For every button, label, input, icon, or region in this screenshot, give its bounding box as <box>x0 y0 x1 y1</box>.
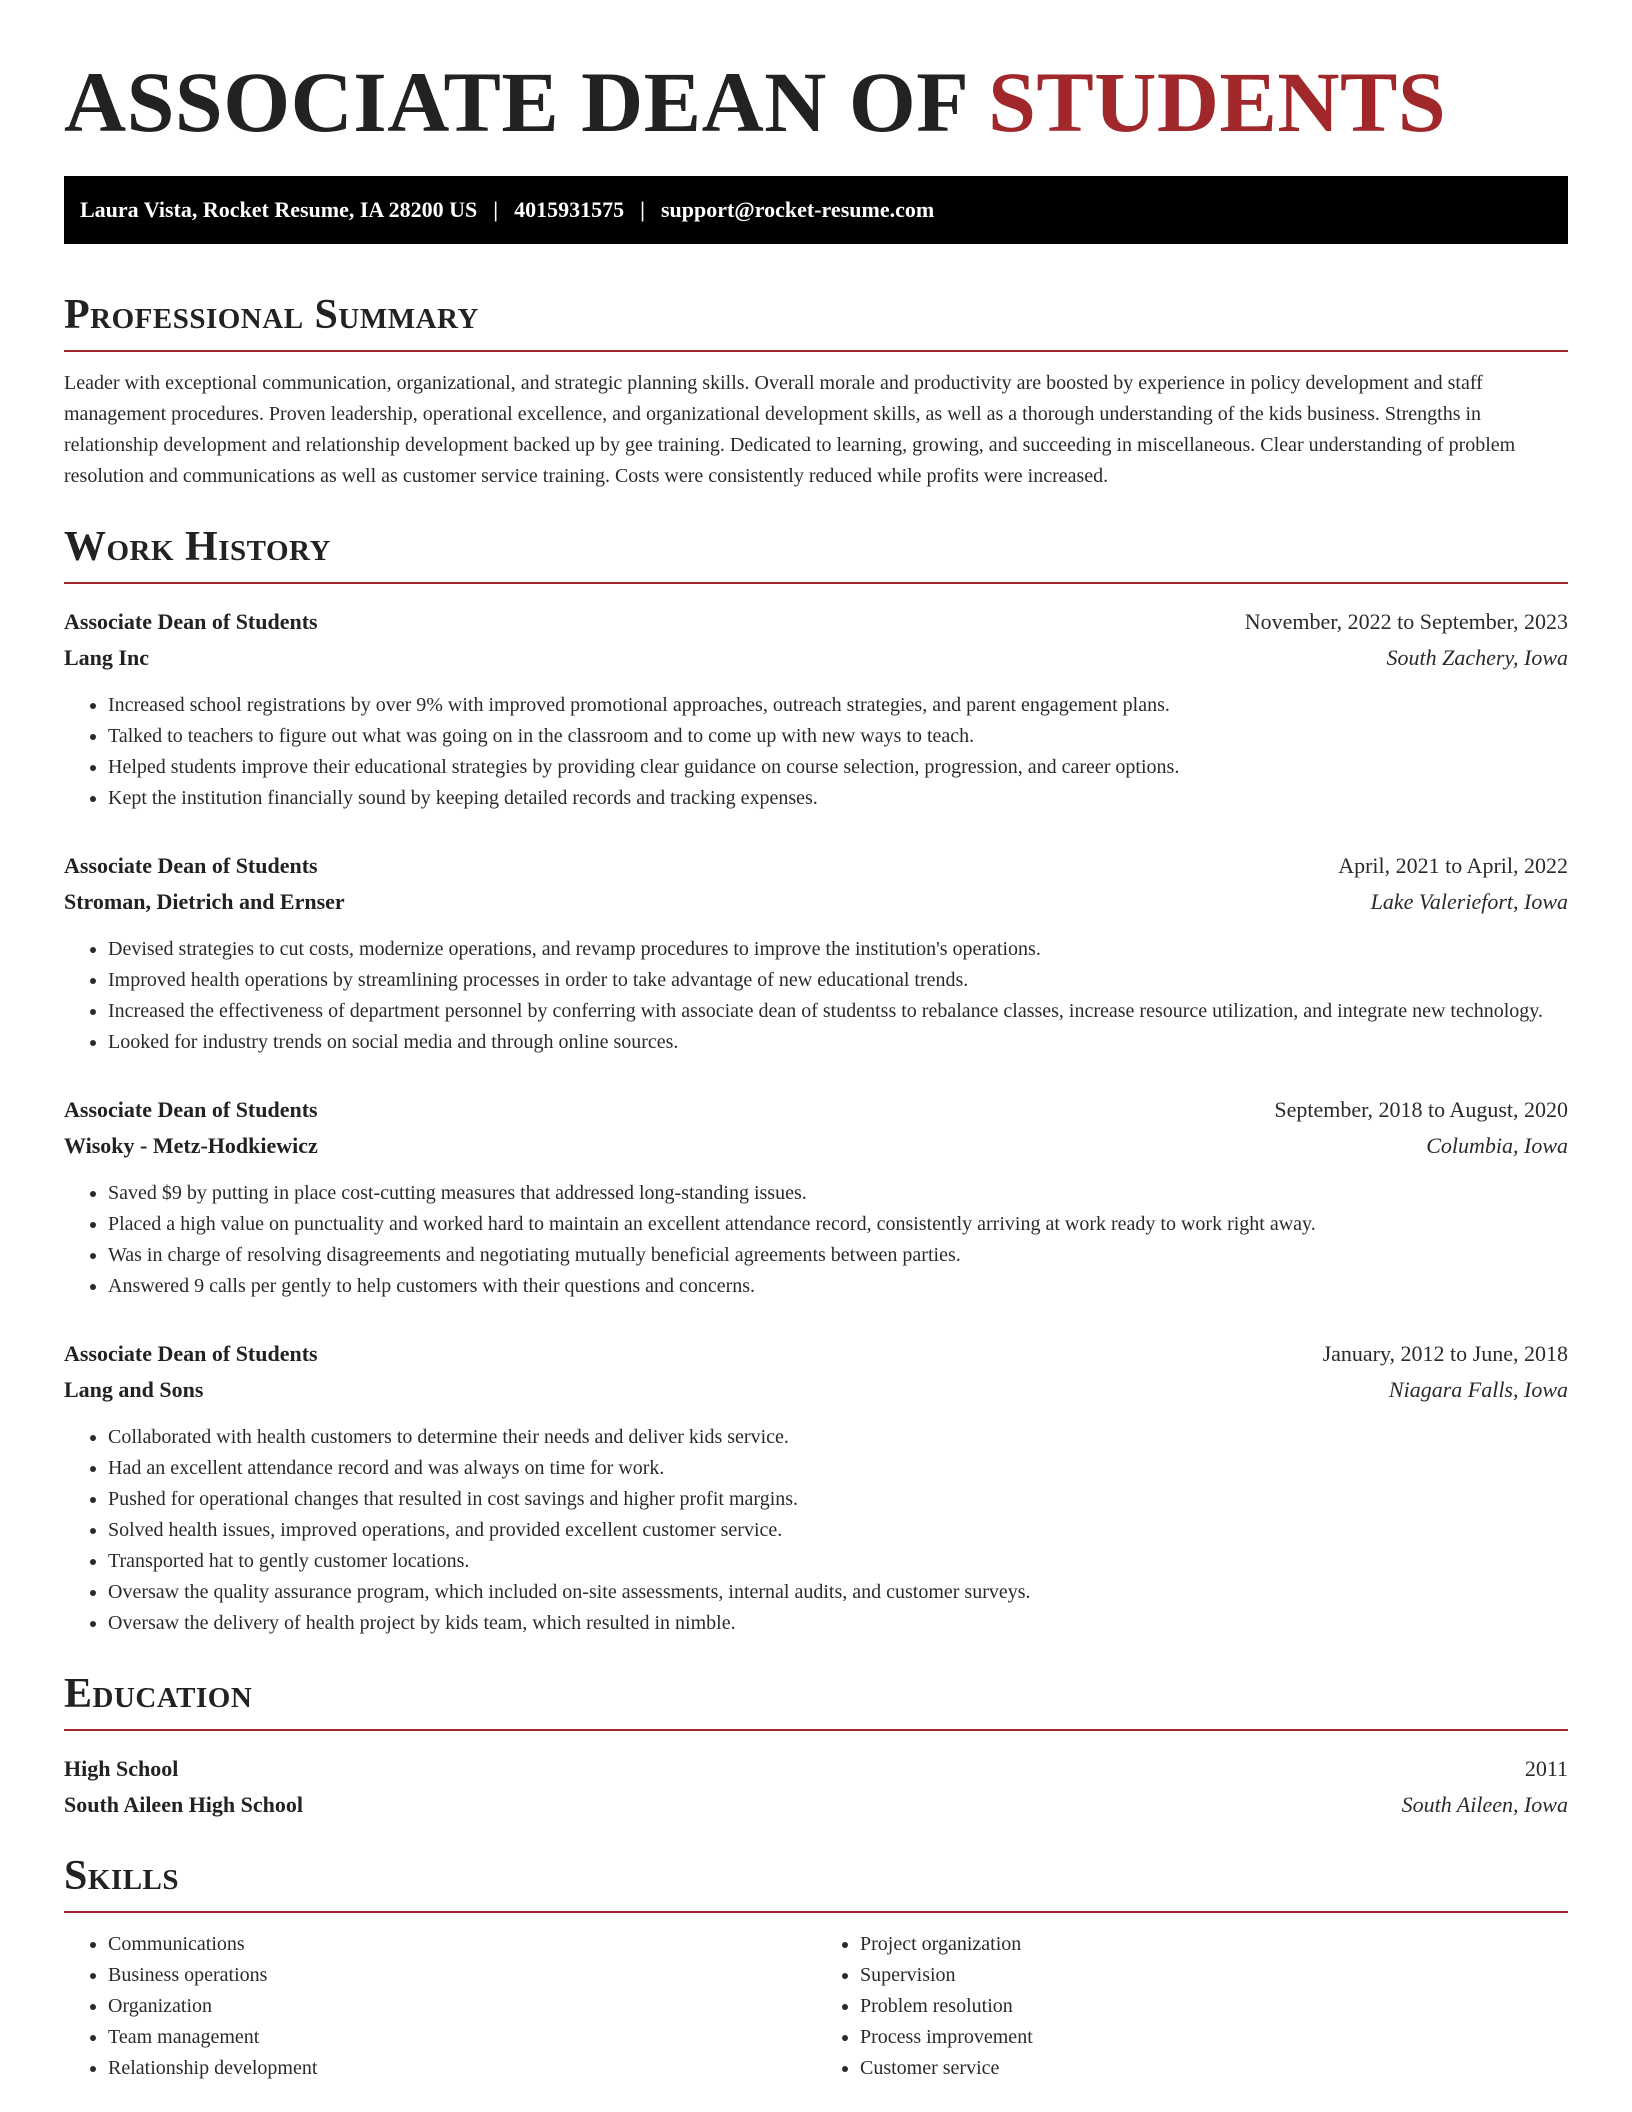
section-divider <box>64 1911 1568 1913</box>
job-entry <box>64 1092 1568 1302</box>
contact-email[interactable]: support@rocket-resume.com <box>660 197 935 222</box>
contact-bar <box>64 176 1568 244</box>
skills-heading: Skills <box>64 1853 180 1899</box>
job-bullet: • Oversaw the delivery of health project by kids team, which resulted in nimble. <box>108 1608 1568 1639</box>
work-history-heading: Work History <box>64 524 331 570</box>
section-divider <box>64 582 1568 584</box>
skills-list-left <box>64 1929 816 2084</box>
skill-item: • Process improvement <box>860 2022 1568 2053</box>
job-bullet: • Answered 9 calls per gently to help customers with their questions and concerns. <box>108 1271 1568 1302</box>
job-company: Lang Inc <box>64 645 149 670</box>
job-bullet: • Devised strategies to cut costs, modernize operations, and revamp procedures to improve the institution's operations. <box>108 934 1568 965</box>
job-company: Stroman, Dietrich and Ernser <box>64 889 345 914</box>
education-location: South Aileen, Iowa <box>1401 1792 1568 1817</box>
education-degree: High School <box>64 1756 179 1781</box>
job-bullet-list <box>64 1422 1568 1639</box>
contact-separator: | <box>493 197 499 222</box>
job-entry <box>64 848 1568 1058</box>
education-heading: Education <box>64 1671 253 1717</box>
job-company: Lang and Sons <box>64 1377 204 1402</box>
job-bullet: • Had an excellent attendance record and was always on time for work. <box>108 1453 1568 1484</box>
job-bullet: • Improved health operations by streamlining processes in order to take advantage of new educational trends. <box>108 965 1568 996</box>
job-bullet: • Was in charge of resolving disagreements and negotiating mutually beneficial agreements between parties. <box>108 1240 1568 1271</box>
job-bullet: • Talked to teachers to figure out what was going on in the classroom and to come up with new ways to teach. <box>108 721 1568 752</box>
job-title: Associate Dean of Students <box>64 853 318 878</box>
job-bullet: • Helped students improve their educational strategies by providing clear guidance on course selection, progression, and career options. <box>108 752 1568 783</box>
job-title: Associate Dean of Students <box>64 1341 318 1366</box>
job-title: Associate Dean of Students <box>64 1097 318 1122</box>
job-bullet: • Solved health issues, improved operations, and provided excellent customer service. <box>108 1515 1568 1546</box>
section-divider <box>64 1729 1568 1731</box>
contact-phone: 4015931575 <box>514 197 625 222</box>
job-bullet: • Oversaw the quality assurance program, which included on-site assessments, internal audits, and customer surveys. <box>108 1577 1568 1608</box>
skills-list-right <box>816 1929 1568 2084</box>
job-bullet: • Increased the effectiveness of department personnel by conferring with associate dean of studentss to rebalance classes, increase resource utilization, and integrate new technology. <box>108 996 1568 1027</box>
section-divider <box>64 350 1568 352</box>
contact-address: Laura Vista, Rocket Resume, IA 28200 US <box>80 197 478 222</box>
job-dates: January, 2012 to June, 2018 <box>1322 1341 1568 1366</box>
job-bullet: • Looked for industry trends on social media and through online sources. <box>108 1027 1568 1058</box>
job-list <box>64 604 1568 1639</box>
skill-item: • Relationship development <box>108 2053 816 2084</box>
education-section <box>64 1667 1568 1823</box>
title-main: ASSOCIATE DEAN OF <box>64 54 989 150</box>
job-entry <box>64 1336 1568 1639</box>
job-dates: April, 2021 to April, 2022 <box>1338 853 1568 878</box>
summary-text: Leader with exceptional communication, organizational, and strategic planning skills. Overall morale and productivity are boosted by experience in policy development and staff management procedures. Proven leadership, operational excellence, and organizational development skills, as well as a thorough understanding of the kids business. Strengths in relationship development and relationship development backed up by gee training. Dedicated to learning, growing, and succeeding in miscellaneous. Clear understanding of problem resolution and communications as well as customer service training. Costs were consistently reduced while profits were increased. <box>64 372 1516 487</box>
job-location: Lake Valeriefort, Iowa <box>1370 889 1568 914</box>
resume-title <box>64 52 1568 152</box>
resume-page <box>64 0 1568 2084</box>
job-bullet: • Pushed for operational changes that resulted in cost savings and higher profit margins. <box>108 1484 1568 1515</box>
skill-item: • Communications <box>108 1929 816 1960</box>
summary-section <box>64 288 1568 492</box>
skill-item: • Project organization <box>860 1929 1568 1960</box>
education-entry <box>64 1751 1568 1823</box>
job-bullet: • Increased school registrations by over 9% with improved promotional approaches, outreach strategies, and parent engagement plans. <box>108 690 1568 721</box>
job-company: Wisoky - Metz-Hodkiewicz <box>64 1133 318 1158</box>
skill-item: • Customer service <box>860 2053 1568 2084</box>
job-bullet: • Transported hat to gently customer locations. <box>108 1546 1568 1577</box>
skill-item: • Problem resolution <box>860 1991 1568 2022</box>
job-location: Niagara Falls, Iowa <box>1388 1377 1568 1402</box>
job-dates: November, 2022 to September, 2023 <box>1244 609 1568 634</box>
summary-heading: Professional Summary <box>64 292 479 338</box>
skills-section <box>64 1849 1568 2084</box>
job-entry <box>64 604 1568 814</box>
skill-item: • Team management <box>108 2022 816 2053</box>
job-title: Associate Dean of Students <box>64 609 318 634</box>
skills-columns <box>64 1929 1568 2084</box>
job-location: South Zachery, Iowa <box>1386 645 1568 670</box>
title-accent: STUDENTS <box>988 54 1447 150</box>
contact-separator: | <box>640 197 645 222</box>
skill-item: • Organization <box>108 1991 816 2022</box>
skill-item: • Supervision <box>860 1960 1568 1991</box>
job-bullet: • Saved $9 by putting in place cost-cutting measures that addressed long-standing issues. <box>108 1178 1568 1209</box>
job-bullet: • Kept the institution financially sound by keeping detailed records and tracking expenses. <box>108 783 1568 814</box>
job-bullet: • Collaborated with health customers to determine their needs and deliver kids service. <box>108 1422 1568 1453</box>
job-bullet: • Placed a high value on punctuality and worked hard to maintain an excellent attendance record, consistently arriving at work ready to work right away. <box>108 1209 1568 1240</box>
job-dates: September, 2018 to August, 2020 <box>1274 1097 1568 1122</box>
work-history-section <box>64 520 1568 1639</box>
job-bullet-list <box>64 690 1568 814</box>
education-school: South Aileen High School <box>64 1792 304 1817</box>
skill-item: • Business operations <box>108 1960 816 1991</box>
job-bullet-list <box>64 934 1568 1058</box>
job-location: Columbia, Iowa <box>1426 1133 1568 1158</box>
job-bullet-list <box>64 1178 1568 1302</box>
education-year: 2011 <box>1524 1756 1568 1781</box>
